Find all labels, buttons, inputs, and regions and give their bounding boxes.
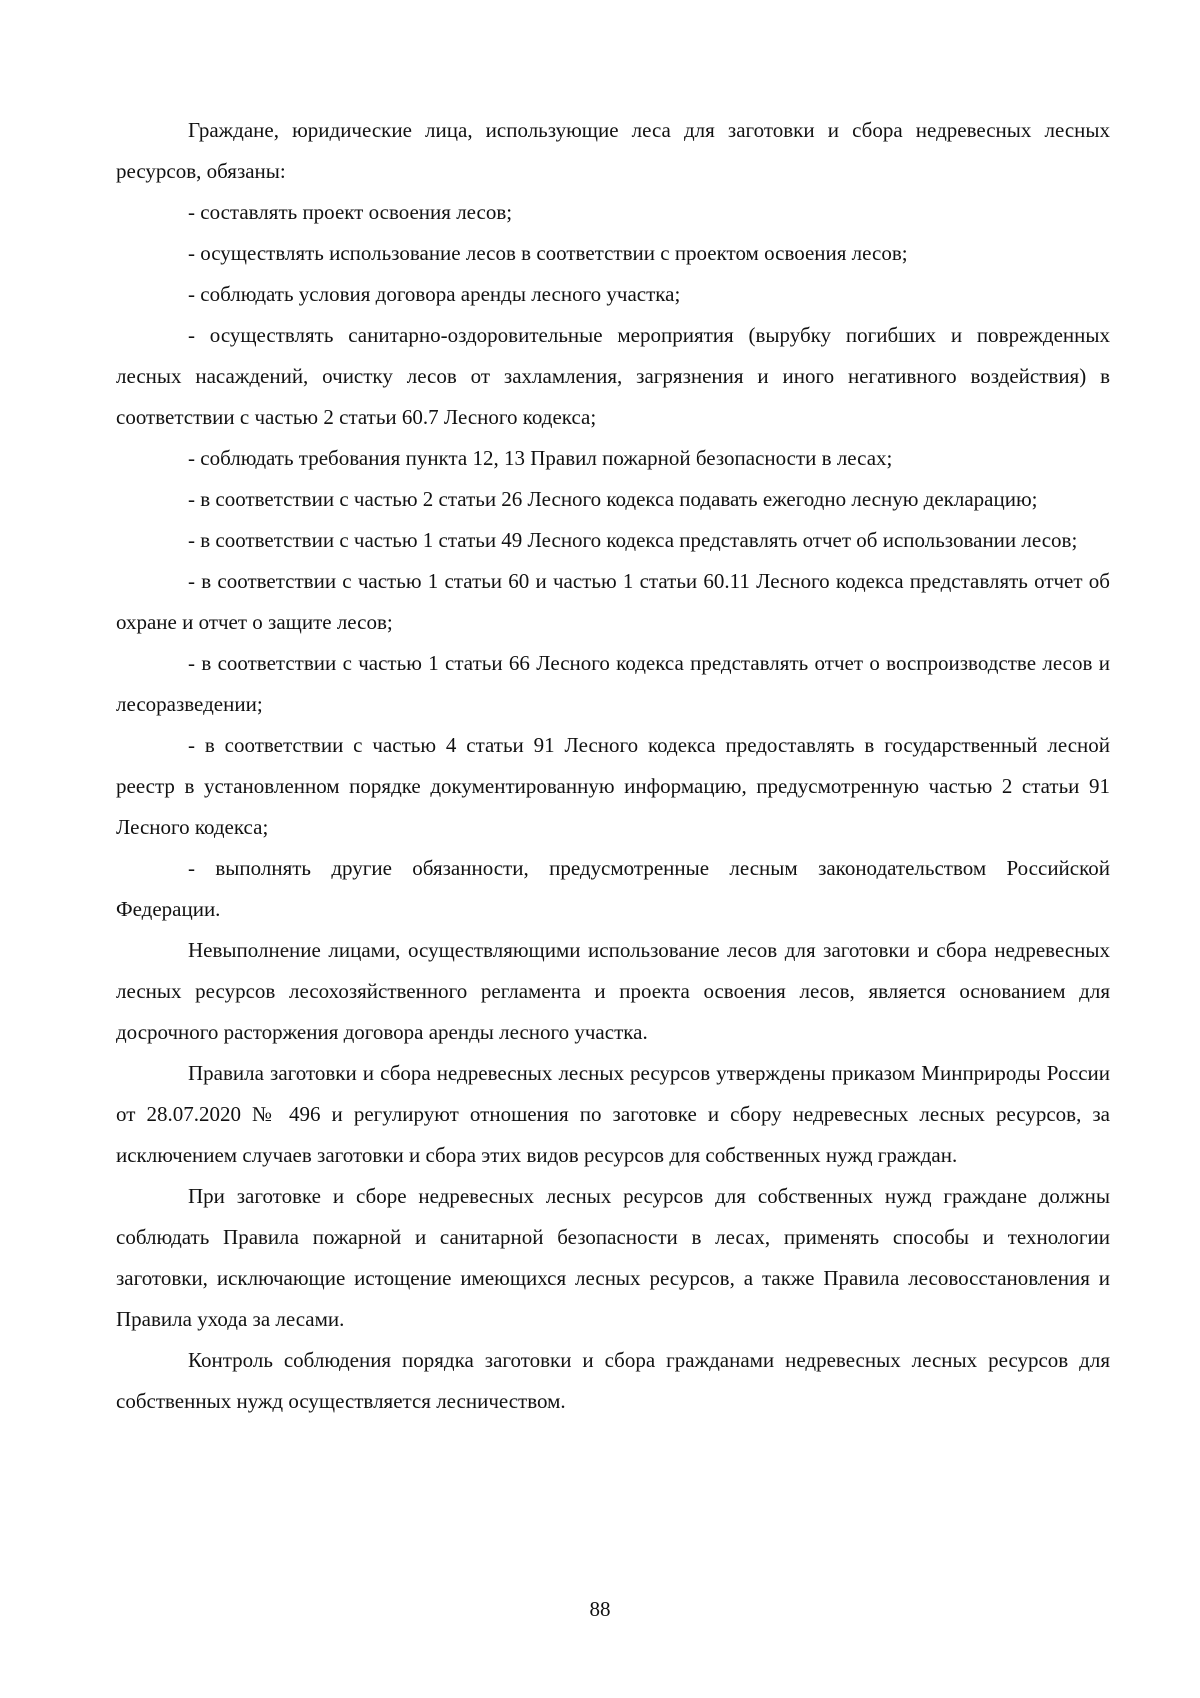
- paragraph: При заготовке и сборе недревесных лесных ресурсов для собственных нужд граждане должны соблюдать Правила пожарной и санитарной безопасности в лесах, применять способы и технологии заготовки, исключающие истощение имеющихся лесных ресурсов, а также Правила лесовосстановления и Правила ухода за лесами.: [116, 1184, 1110, 1331]
- list-item: - в соответствии с частью 1 статьи 49 Лесного кодекса представлять отчет об использовании лесов;: [188, 528, 1078, 552]
- list-item: - составлять проект освоения лесов;: [188, 200, 513, 224]
- paragraph: Граждане, юридические лица, использующие леса для заготовки и сбора недревесных лесных ресурсов, обязаны:: [116, 118, 1110, 183]
- list-item: - в соответствии с частью 1 статьи 60 и частью 1 статьи 60.11 Лесного кодекса представлять отчет об охране и отчет о защите лесов;: [116, 569, 1110, 634]
- list-item: - соблюдать условия договора аренды лесного участка;: [188, 282, 681, 306]
- list-item: - в соответствии с частью 2 статьи 26 Лесного кодекса подавать ежегодно лесную декларацию;: [188, 487, 1038, 511]
- list-item: - выполнять другие обязанности, предусмотренные лесным законодательством Российской Федерации.: [116, 856, 1110, 921]
- document-body: [116, 110, 1110, 1422]
- paragraph: Контроль соблюдения порядка заготовки и сбора гражданами недревесных лесных ресурсов для собственных нужд осуществляется лесничеством.: [116, 1348, 1110, 1413]
- list-item: - осуществлять использование лесов в соответствии с проектом освоения лесов;: [188, 241, 908, 265]
- list-item: - соблюдать требования пункта 12, 13 Правил пожарной безопасности в лесах;: [188, 446, 893, 470]
- list-item: - в соответствии с частью 1 статьи 66 Лесного кодекса представлять отчет о воспроизводстве лесов и лесоразведении;: [116, 651, 1110, 716]
- list-item: - в соответствии с частью 4 статьи 91 Лесного кодекса предоставлять в государственный лесной реестр в установленном порядке документированную информацию, предусмотренную частью 2 статьи 91 Лесного кодекса;: [116, 733, 1110, 839]
- paragraph: Правила заготовки и сбора недревесных лесных ресурсов утверждены приказом Минприроды России от 28.07.2020 № 496 и регулируют отношения по заготовке и сбору недревесных лесных ресурсов, за исключением случаев заготовки и сбора этих видов ресурсов для собственных нужд граждан.: [116, 1061, 1110, 1167]
- list-item: - осуществлять санитарно-оздоровительные мероприятия (вырубку погибших и поврежденных лесных насаждений, очистку лесов от захламления, загрязнения и иного негативного воздействия) в соответствии с частью 2 статьи 60.7 Лесного кодекса;: [116, 323, 1110, 429]
- page-number: 88: [589, 1597, 611, 1621]
- paragraph: Невыполнение лицами, осуществляющими использование лесов для заготовки и сбора недревесных лесных ресурсов лесохозяйственного регламента и проекта освоения лесов, является основанием для досрочного расторжения договора аренды лесного участка.: [116, 938, 1110, 1044]
